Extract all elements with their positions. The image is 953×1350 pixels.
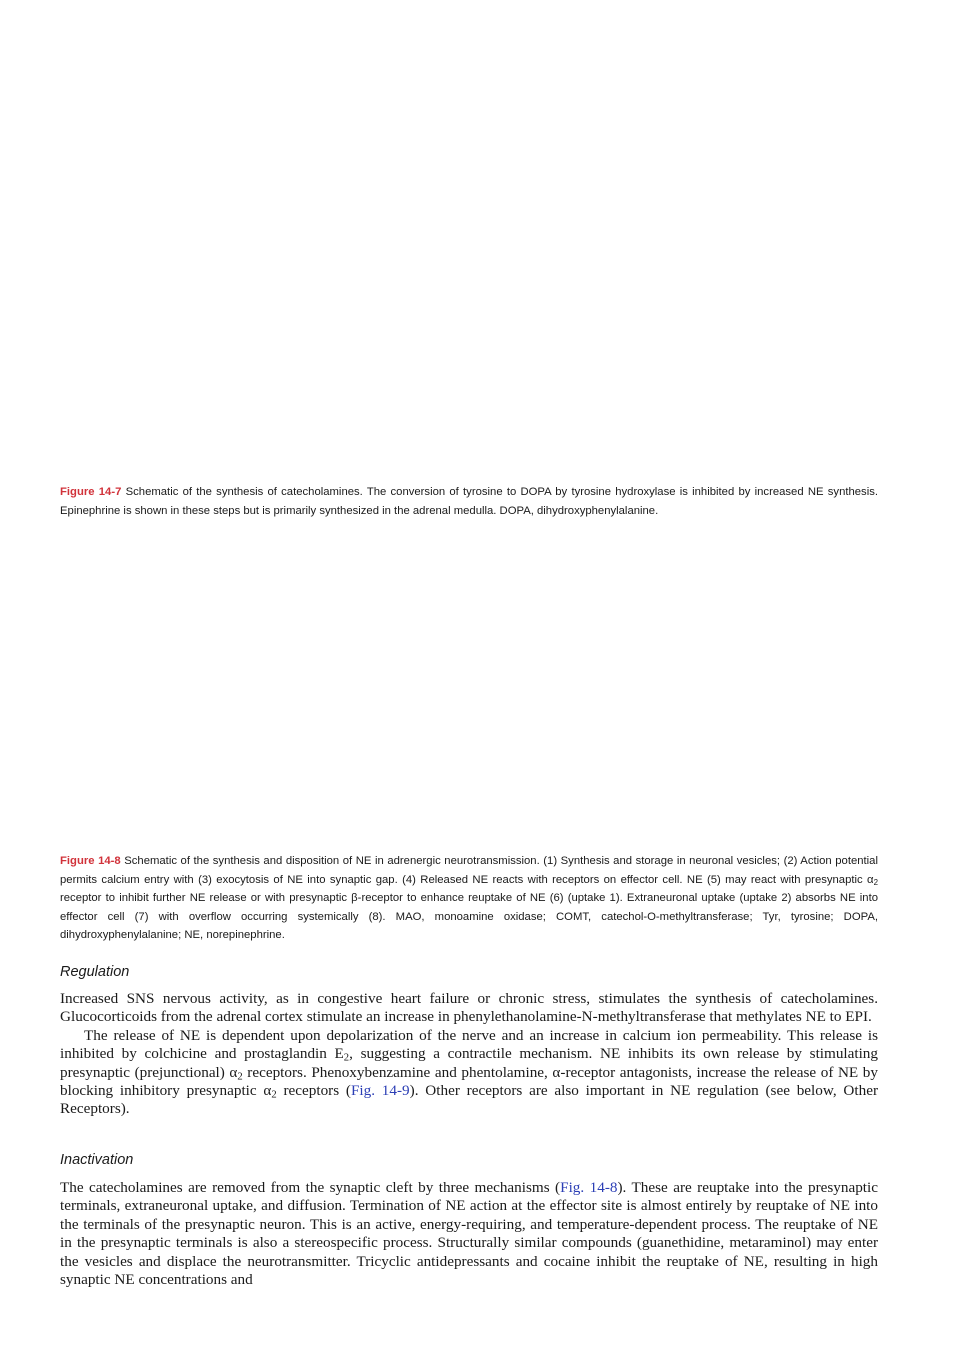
subscript: 2 [873,877,878,887]
figure-14-7-caption [60,483,878,520]
caption-text: receptor to inhibit further NE release or with presynaptic β-receptor to enhance reuptake of NE (6) (uptake 1). Extraneuronal uptake (uptake 2) absorbs NE into effector cell (7) with overflow occurring systemically (8). MAO, monoamine oxidase; COMT, catechol-O-methyltransferase; Tyr, tyrosine; DOPA, dihydroxyphenylalanine; NE, norepinephrine. [60,892,878,942]
paragraph [60,1179,878,1289]
subscript: 2 [343,1052,350,1064]
inactivation-body [60,1179,878,1289]
figure-label: Figure 14-7 [60,486,122,498]
caption-text: Schematic of the synthesis of catecholamines. The conversion of tyrosine to DOPA by tyrosine hydroxylase is inhibited by increased NE synthesis. Epinephrine is shown in these steps but is primarily synthesized in the adrenal medulla. DOPA, dihydroxyphenylalanine. [60,486,878,517]
text-run: The release of NE is dependent upon depolarization of the nerve and an increase in calcium ion permeability. This release is inhibited by colchicine and prostaglandin E [60,1026,878,1063]
text-run: receptors. Phenoxybenzamine and phentolamine, α-receptor antagonists, increase the release of NE by blocking inhibitory presynaptic α [60,1063,878,1100]
text-run: receptors ( [276,1082,351,1100]
text-run: ). These are reuptake into the presynaptic terminals, extraneuronal uptake, and diffusion. Termination of NE action at the effector site is almost entirely by reuptake of NE into the terminals of the presynaptic neuron. This is an active, energy-requiring, and temperature-dependent process. The reuptake of NE in the presynaptic terminals is also a stereospecific process. Structurally similar compounds (guanethidine, metaraminol) may enter the vesicles and displace the neurotransmitter. Tricyclic antidepressants and cocaine inhibit the reuptake of NE, resulting in high synaptic NE concentrations and [60,1179,878,1289]
regulation-body [60,990,878,1119]
paragraph: Increased SNS nervous activity, as in congestive heart failure or chronic stress, stimulates the synthesis of catecholamines. Glucocorticoids from the adrenal cortex stimulate an increase in phenylethanolamine-N-methyltransferase that methylates NE to EPI. [60,990,878,1026]
subscript: 2 [271,1089,277,1101]
text-run: The catecholamines are removed from the synaptic cleft by three mechanisms ( [60,1179,561,1196]
figure-reference-link[interactable]: Fig. 14-8 [560,1179,618,1196]
section-heading-regulation: Regulation [60,964,130,980]
caption-text: Schematic of the synthesis and disposition of NE in adrenergic neurotransmission. (1) Synthesis and storage in neuronal vesicles; (2) Action potential permits calcium entry with (3) exocytosis of NE into synaptic gap. (4) Released NE reacts with receptors on effector cell. NE (5) may react with presynaptic α [60,855,878,886]
figure-14-8-caption [60,852,878,945]
text-run: ). Other receptors are also important in NE regulation (see below, Other Receptors). [60,1082,879,1118]
figure-label: Figure 14-8 [60,855,121,867]
text-run: , suggesting a contractile mechanism. NE inhibits its own release by stimulating presynaptic (prejunctional) α [60,1045,878,1081]
paragraph [60,1027,878,1119]
figure-reference-link[interactable]: Fig. 14-9 [350,1082,410,1100]
subscript: 2 [237,1071,243,1083]
section-heading-inactivation: Inactivation [60,1152,134,1168]
